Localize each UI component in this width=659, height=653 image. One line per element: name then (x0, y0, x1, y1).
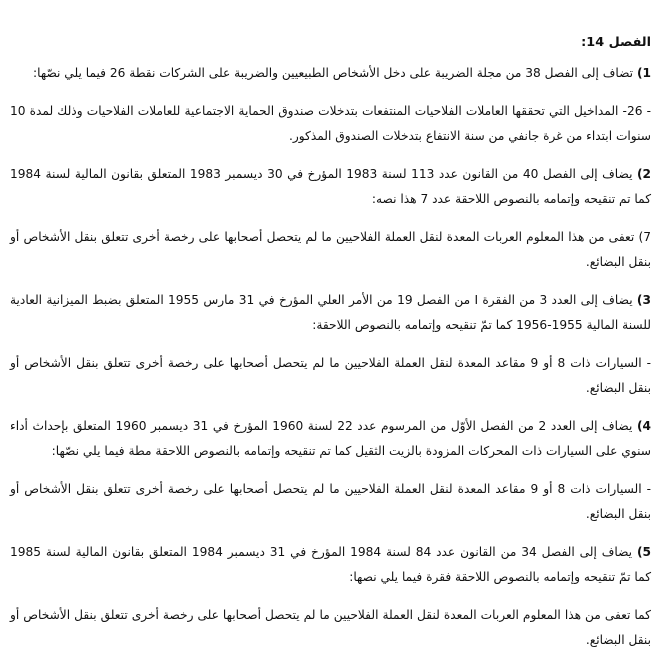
chapter-heading: الفصل 14: (581, 35, 651, 50)
paragraph-4 (10, 225, 651, 275)
paragraph-text: يضاف إلى الفصل 40 من القانون عدد 113 لسنة 1983 المؤرخ في 30 ديسمبر 1983 المتعلق بقانون المالية لسنة 1984 كما تم تنقيحه وإتمامه بالنصوص اللاحقة عدد 7 هذا نصه: (10, 167, 651, 206)
item-number: 5) (636, 545, 651, 559)
item-number: 3) (636, 293, 651, 307)
paragraph-3 (10, 162, 651, 212)
paragraph-text: يضاف إلى العدد 3 من الفقرة I من الفصل 19 من الأمر العلي المؤرخ في 31 مارس 1955 المتعلق بضبط الميزانية العادية للسنة المالية 1955-1956 كما تمّ تنقيحه وإتمامه بالنصوص اللاحقة: (10, 293, 651, 332)
paragraph-text: تضاف إلى الفصل 38 من مجلة الضريبة على دخل الأشخاص الطبيعيين والضريبة على الشركات نقطة 26 فيما يلي نصّها: (33, 66, 637, 80)
item-number: 1) (636, 66, 651, 80)
paragraph-8 (10, 477, 651, 527)
item-number: 4) (636, 419, 651, 433)
paragraph-6 (10, 351, 651, 401)
paragraph-1 (10, 61, 651, 86)
paragraph-10 (10, 603, 651, 653)
paragraph-9 (10, 540, 651, 590)
paragraph-text: - السيارات ذات 8 أو 9 مقاعد المعدة لنقل العملة الفلاحيين ما لم يتحصل أصحابها على رخصة أخرى تتعلق بنقل الأشخاص أو بنقل البضائع. (10, 356, 651, 395)
paragraph-2 (10, 99, 651, 149)
paragraph-7 (10, 414, 651, 464)
paragraph-text: 7) تعفى من هذا المعلوم العربات المعدة لنقل العملة الفلاحيين ما لم يتحصل أصحابها على رخصة أخرى تتعلق بنقل الأشخاص أو بنقل البضائع. (10, 230, 651, 269)
paragraph-text: كما تعفى من هذا المعلوم العربات المعدة لنقل العملة الفلاحيين ما لم يتحصل أصحابها على رخصة أخرى تتعلق بنقل الأشخاص أو بنقل البضائع. (10, 608, 651, 647)
item-number: 2) (636, 167, 652, 181)
paragraph-text: - 26- المداخيل التي تحققها العاملات الفلاحيات المنتفعات بتدخلات صندوق الحماية الاجتماعية للعاملات الفلاحيات وذلك لمدة 10 سنوات ابتداء من غرة جانفي من سنة الانتفاع بتدخلات الصندوق المذكور. (10, 104, 651, 143)
paragraph-text: يضاف إلى الفصل 34 من القانون عدد 84 لسنة 1984 المؤرخ في 31 ديسمبر 1984 المتعلق بقانون المالية لسنة 1985 كما تمّ تنقيحه وإتمامه بالنصوص اللاحقة فقرة فيما يلي نصها: (10, 545, 651, 584)
paragraph-5 (10, 288, 651, 338)
paragraph-text: - السيارات ذات 8 أو 9 مقاعد المعدة لنقل العملة الفلاحيين ما لم يتحصل أصحابها على رخصة أخرى تتعلق بنقل الأشخاص أو بنقل البضائع. (10, 482, 651, 521)
paragraph-text: يضاف إلى العدد 2 من الفصل الأوّل من المرسوم عدد 22 لسنة 1960 المؤرخ في 31 ديسمبر 1960 المتعلق بإحداث أداء سنوي على السيارات ذات المحركات المزودة بالزيت الثقيل كما تم تنقيحه وإتمامه بالنصوص اللاحقة مطة فيما يلي نصّها: (10, 419, 651, 458)
